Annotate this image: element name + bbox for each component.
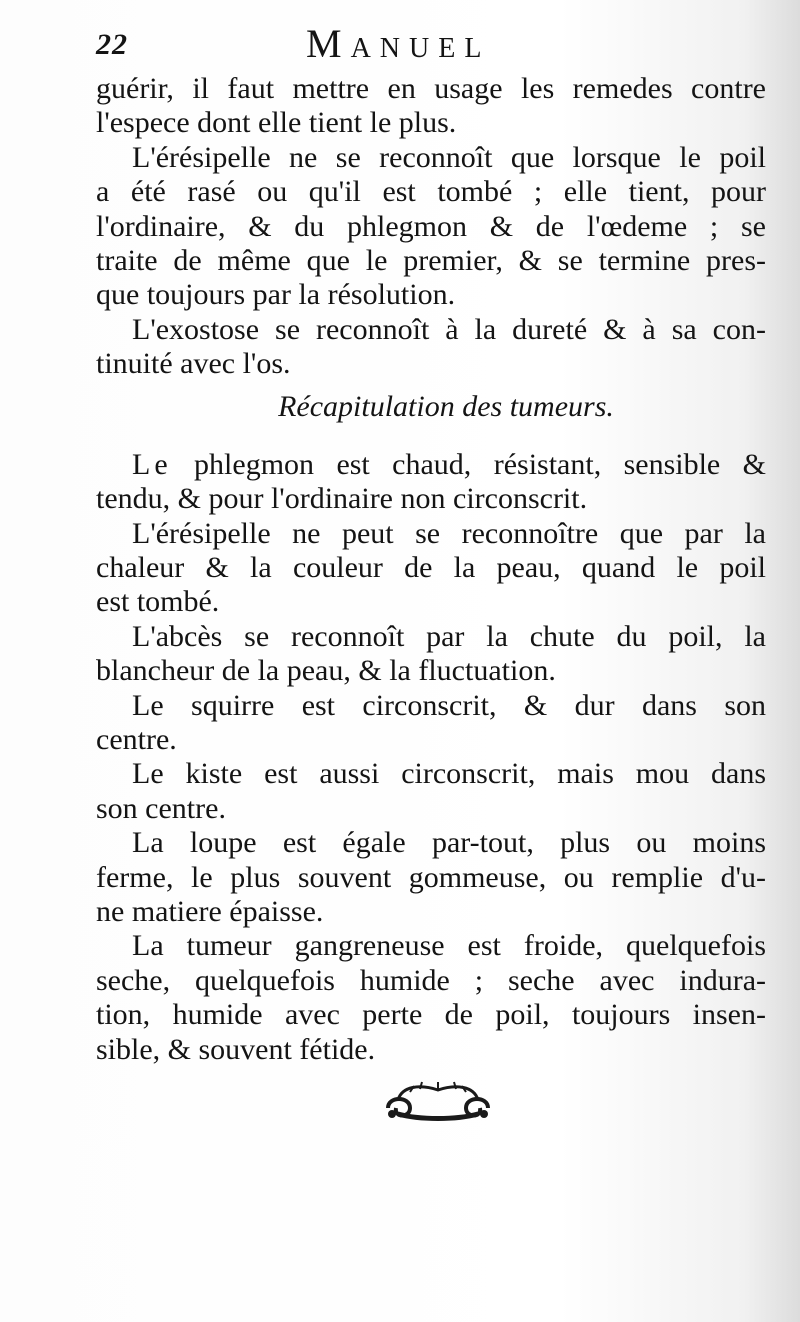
- running-title: Manuel: [306, 21, 491, 66]
- paragraph: [96, 72, 766, 141]
- paragraphs-before-heading: [96, 72, 766, 382]
- line-text: tinuité avec l'os.: [96, 347, 291, 381]
- line-text: l'espece dont elle tient le plus.: [96, 106, 457, 140]
- text-line: [96, 964, 766, 998]
- paragraph: [96, 757, 766, 826]
- line-text: a été rasé ou qu'il est tombé ; elle tient, pour: [96, 175, 766, 209]
- line-text: ne matiere épaisse.: [96, 894, 324, 928]
- line-text: tion, humide avec perte de poil, toujours insen-: [96, 998, 766, 1032]
- text-line: [96, 757, 766, 791]
- text-line: [96, 482, 766, 516]
- line-text: son centre.: [96, 791, 226, 825]
- line-text: sible, & souvent fétide.: [96, 1032, 376, 1066]
- line-text: ferme, le plus souvent gommeuse, ou remplie d'u-: [96, 860, 766, 894]
- line-text: est tombé.: [96, 585, 220, 619]
- line-text: tendu, & pour l'ordinaire non circonscrit.: [96, 482, 588, 516]
- text-line: [96, 347, 766, 381]
- text-line: [96, 895, 766, 929]
- initial-capital: Le: [132, 447, 172, 481]
- text-line: [96, 861, 766, 895]
- printer-ornament-scroll-icon: [380, 1078, 496, 1128]
- text-line: [96, 313, 766, 347]
- text-line: [96, 929, 766, 963]
- text-line: [96, 998, 766, 1032]
- line-text: centre.: [96, 723, 177, 757]
- paragraph: [96, 826, 766, 929]
- line-text: chaleur & la couleur de la peau, quand le poil: [96, 551, 766, 585]
- text-line: [96, 585, 766, 619]
- paragraph: [96, 929, 766, 1067]
- line-text: L'exostose se reconnoît à la dureté & à sa con-: [132, 312, 766, 346]
- text-line: [96, 244, 766, 278]
- paragraph: [96, 448, 766, 517]
- line-text: Le kiste est aussi circonscrit, mais mou dans: [132, 757, 766, 791]
- section-heading: Récapitulation des tumeurs.: [278, 389, 614, 423]
- text-line: [96, 551, 766, 585]
- line-text: La loupe est égale par-tout, plus ou moins: [132, 826, 766, 860]
- line-text: La tumeur gangreneuse est froide, quelquefois: [132, 929, 766, 963]
- line-text: guérir, il faut mettre en usage les remedes contre: [96, 72, 766, 105]
- line-text: L'abcès se reconnoît par la chute du poil, la: [132, 619, 766, 653]
- text-line: [96, 1033, 766, 1067]
- body-text: [96, 72, 766, 1067]
- line-text: blancheur de la peau, & la fluctuation.: [96, 654, 556, 688]
- line-text: traite de même que le premier, & se termine pres-: [96, 243, 766, 277]
- text-line: [96, 278, 766, 312]
- text-line: [96, 141, 766, 175]
- paragraphs-after-heading: [96, 448, 766, 1067]
- line-text: Le squirre est circonscrit, & dur dans son: [132, 688, 766, 722]
- paragraph: [96, 689, 766, 758]
- text-line: [96, 517, 766, 551]
- text-line: [96, 826, 766, 860]
- text-line: [96, 72, 766, 106]
- text-line: [96, 448, 766, 482]
- page-header: [96, 20, 756, 70]
- text-line: [96, 175, 766, 209]
- line-text: L'érésipelle ne peut se reconnoître que par la: [132, 516, 766, 550]
- text-line: [96, 689, 766, 723]
- line-text: l'ordinaire, & du phlegmon & de l'œdeme ; se: [96, 209, 766, 243]
- paragraph: [96, 517, 766, 620]
- line-text: que toujours par la résolution.: [96, 278, 456, 312]
- text-line: [96, 106, 766, 140]
- text-line: [96, 723, 766, 757]
- paragraph: [96, 620, 766, 689]
- paragraph: [96, 141, 766, 313]
- line-text: seche, quelquefois humide ; seche avec indura-: [96, 963, 766, 997]
- text-line: [96, 792, 766, 826]
- line-text: L'érésipelle ne se reconnoît que lorsque le poil: [132, 140, 766, 174]
- text-line: [96, 210, 766, 244]
- page-number: 22: [96, 28, 128, 61]
- text-line: [96, 620, 766, 654]
- text-line: [96, 654, 766, 688]
- line-text: phlegmon est chaud, résistant, sensible &: [171, 447, 766, 481]
- paragraph: [96, 313, 766, 382]
